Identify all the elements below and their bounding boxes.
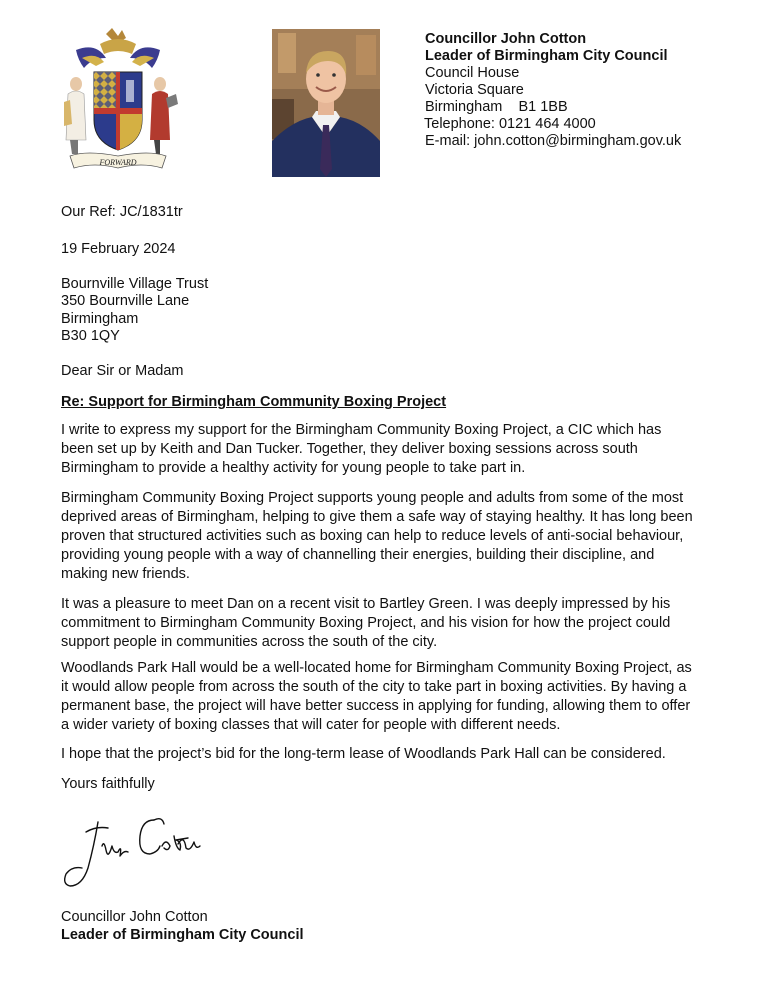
paragraph-line: deprived areas of Birmingham, helping to give them a safe way of staying healthy. It has long been bbox=[61, 509, 693, 525]
sender-address-line: Victoria Square bbox=[425, 82, 524, 98]
paragraph-line: proven that structured activities such as boxing can help to reduce levels of anti-social behaviour, bbox=[61, 528, 684, 544]
letter-date: 19 February 2024 bbox=[61, 241, 176, 257]
paragraph-line: I write to express my support for the Birmingham Community Boxing Project, a CIC which has bbox=[61, 422, 662, 438]
reference: Our Ref: JC/1831tr bbox=[61, 204, 183, 220]
recipient-address bbox=[61, 276, 208, 345]
signoff-title: Leader of Birmingham City Council bbox=[61, 927, 304, 943]
handwritten-signature bbox=[58, 806, 208, 896]
sender-block bbox=[425, 31, 681, 150]
councillor-photo bbox=[272, 29, 380, 177]
sender-address-line: Birmingham B1 1BB bbox=[425, 99, 568, 115]
paragraph-line: it would allow people from across the south of the city to take part in boxing activities. By having a bbox=[61, 679, 687, 695]
paragraph-1 bbox=[61, 421, 661, 478]
paragraph-line: I hope that the project’s bid for the long-term lease of Woodlands Park Hall can be considered. bbox=[61, 746, 666, 762]
sender-title: Leader of Birmingham City Council bbox=[425, 48, 668, 64]
sender-address-line: Council House bbox=[425, 65, 520, 81]
recipient-line: 350 Bournville Lane bbox=[61, 293, 190, 310]
sender-telephone: Telephone: 0121 464 4000 bbox=[424, 116, 596, 132]
paragraph-line: commitment to Birmingham Community Boxing Project, and his vision for how the project could bbox=[61, 615, 671, 631]
signoff-name: Councillor John Cotton bbox=[61, 909, 208, 925]
paragraph-4 bbox=[61, 659, 692, 735]
recipient-line: Bournville Village Trust bbox=[61, 276, 209, 292]
signoff-block bbox=[61, 908, 304, 944]
coat-of-arms-image bbox=[56, 28, 180, 178]
subject-line: Re: Support for Birmingham Community Boxing Project bbox=[61, 394, 447, 410]
recipient-line: Birmingham bbox=[61, 310, 139, 327]
paragraph-line: Birmingham to provide a healthy activity for young people to take part in. bbox=[61, 460, 526, 476]
paragraph-line: support people in communities across the south of the city. bbox=[61, 634, 438, 650]
crest-motto: FORWARD bbox=[99, 158, 137, 167]
closing: Yours faithfully bbox=[61, 776, 155, 792]
paragraph-line: been set up by Keith and Dan Tucker. Together, they deliver boxing sessions across south bbox=[61, 441, 638, 457]
paragraph-line: It was a pleasure to meet Dan on a recent visit to Bartley Green. I was deeply impressed by his bbox=[61, 596, 671, 612]
sender-name: Councillor John Cotton bbox=[425, 31, 587, 47]
paragraph-5 bbox=[61, 745, 666, 764]
paragraph-line: Woodlands Park Hall would be a well-located home for Birmingham Community Boxing Project, as bbox=[61, 660, 692, 676]
recipient-line: B30 1QY bbox=[61, 327, 120, 344]
paragraph-line: a wider variety of boxing classes that will cater for people with different needs. bbox=[61, 717, 561, 733]
paragraph-line: permanent base, the project will have better success in applying for funding, allowing them to offer bbox=[61, 698, 691, 714]
paragraph-line: making new friends. bbox=[61, 566, 190, 582]
sender-email: E-mail: john.cotton@birmingham.gov.uk bbox=[425, 133, 682, 149]
paragraph-2 bbox=[61, 489, 693, 584]
paragraph-line: providing young people with a way of channelling their energies, building their discipline, and bbox=[61, 547, 655, 563]
salutation: Dear Sir or Madam bbox=[61, 363, 184, 379]
paragraph-3 bbox=[61, 595, 670, 652]
paragraph-line: Birmingham Community Boxing Project supports young people and adults from some of the most bbox=[61, 490, 684, 506]
